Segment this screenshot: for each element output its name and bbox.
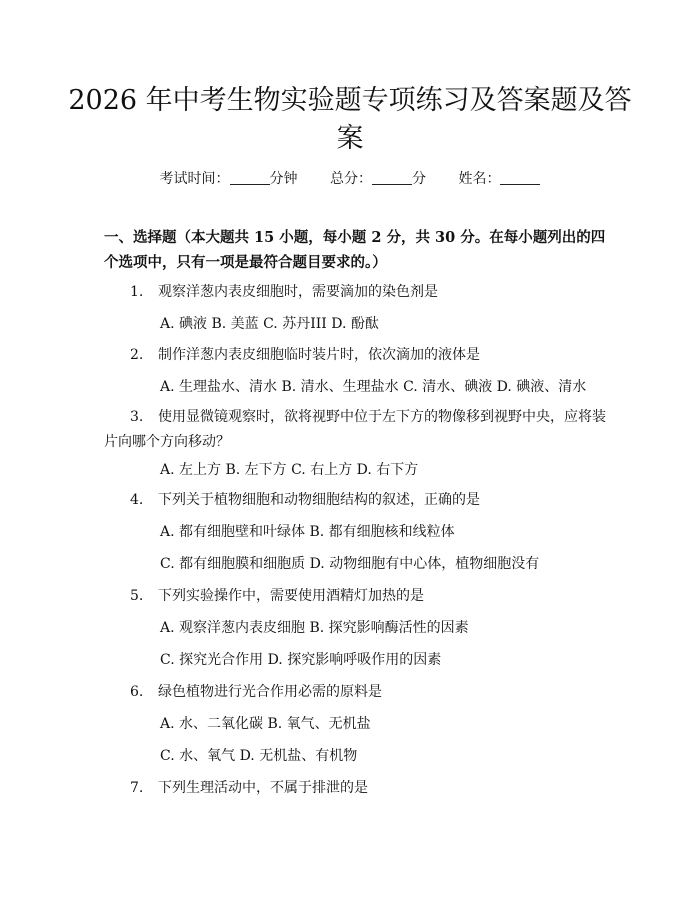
question-4-option-row-2: C. 都有细胞膜和细胞质 D. 动物细胞有中心体，植物细胞没有: [160, 556, 540, 572]
score-unit: 分: [412, 171, 426, 187]
question-5: [104, 584, 608, 609]
question-number: 2.: [130, 347, 144, 363]
question-6-option-row-1: A. 水、二氧化碳 B. 氧气、无机盐: [160, 716, 371, 732]
question-4-option-row-1: A. 都有细胞壁和叶绿体 B. 都有细胞核和线粒体: [160, 524, 455, 540]
time-label: 考试时间：: [159, 171, 230, 187]
score-blank[interactable]: [372, 172, 412, 185]
name-blank[interactable]: [500, 172, 540, 185]
question-2: [104, 343, 608, 368]
question-6-option-row-2: C. 水、氧气 D. 无机盐、有机物: [160, 748, 358, 764]
question-number: 3.: [130, 409, 144, 425]
question-number: 4.: [130, 492, 144, 508]
question-number: 6.: [130, 684, 144, 700]
score-label: 总分：: [330, 171, 372, 187]
question-1-options: A. 碘液 B. 美蓝 C. 苏丹III D. 酚酞: [160, 316, 379, 332]
question-stem: 下列生理活动中，不属于排泄的是: [158, 780, 368, 796]
time-unit: 分钟: [269, 171, 298, 187]
question-5-option-row-2: C. 探究光合作用 D. 探究影响呼吸作用的因素: [160, 652, 442, 668]
question-4: [104, 488, 608, 513]
name-label: 姓名：: [458, 171, 501, 187]
question-2-options: A. 生理盐水、清水 B. 清水、生理盐水 C. 清水、碘液 D. 碘液、清水: [160, 379, 587, 395]
question-number: 1.: [130, 284, 144, 300]
question-stem: 制作洋葱内表皮细胞临时装片时，依次滴加的液体是: [158, 347, 480, 363]
question-stem: 绿色植物进行光合作用必需的原料是: [158, 684, 382, 700]
question-3: [104, 405, 608, 455]
question-stem: 下列实验操作中，需要使用酒精灯加热的是: [158, 588, 424, 604]
question-6: [104, 680, 608, 705]
page-title: 2026 年中考生物实验题专项练习及答案题及答案: [68, 85, 632, 154]
exam-time: [160, 171, 298, 187]
question-number: 5.: [130, 588, 144, 604]
question-stem: 下列关于植物细胞和动物细胞结构的叙述，正确的是: [158, 492, 480, 508]
time-blank[interactable]: [230, 172, 270, 185]
section-header: 一、选择题（本大题共 15 小题，每小题 2 分，共 30 分。在每小题列出的四个选项中，只有一项是最符合题目要求的。）: [104, 229, 606, 271]
question-3-options: A. 左上方 B. 左下方 C. 右上方 D. 右下方: [160, 462, 419, 478]
question-5-option-row-1: A. 观察洋葱内表皮细胞 B. 探究影响酶活性的因素: [160, 620, 469, 636]
question-7: [104, 776, 608, 801]
question-1: [104, 280, 608, 305]
question-stem: 观察洋葱内表皮细胞时，需要滴加的染色剂是: [158, 284, 438, 300]
question-number: 7.: [130, 780, 144, 796]
exam-score: [330, 171, 426, 187]
exam-name: [458, 171, 540, 187]
question-stem: 使用显微镜观察时，欲将视野中位于左下方的物像移到视野中央，应将装片向哪个方向移动？: [104, 409, 606, 450]
exam-meta: [0, 168, 700, 188]
